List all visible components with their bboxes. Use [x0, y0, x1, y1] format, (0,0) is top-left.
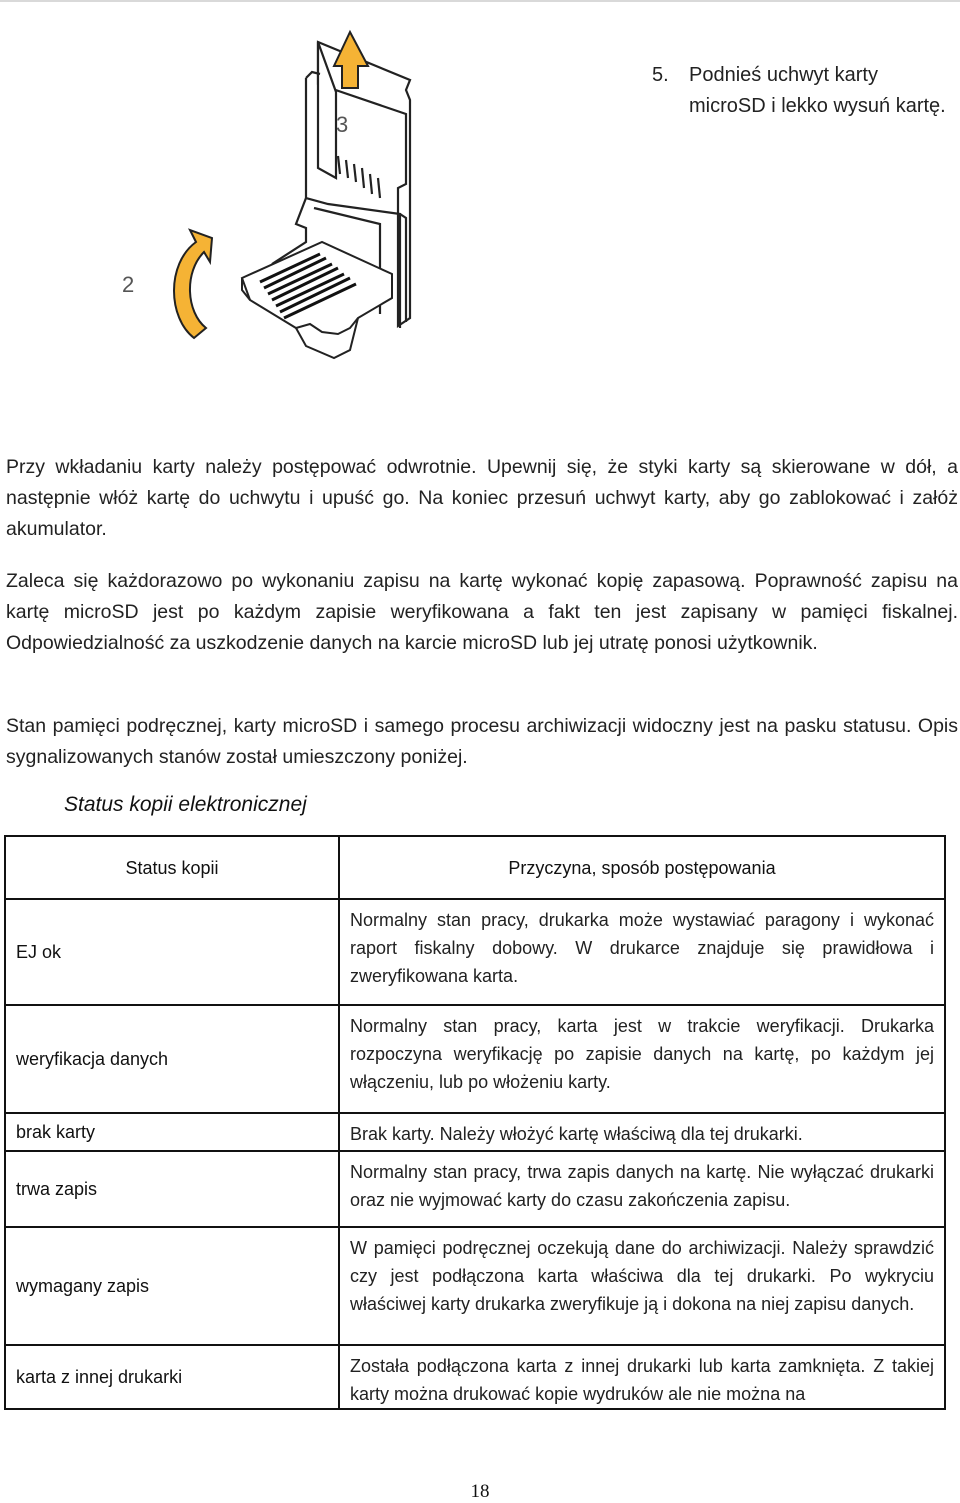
- status-cell: EJ ok: [5, 899, 339, 1005]
- table-row: [5, 1113, 945, 1151]
- table-row: [5, 1151, 945, 1227]
- microsd-holder-illustration: [110, 28, 430, 368]
- status-cell: karta z innej drukarki: [5, 1345, 339, 1409]
- description-text: Normalny stan pracy, karta jest w trakcie weryfikacji. Drukarka rozpoczyna weryfikację po zapisie danych na kartę, po każdym jej włączeniu, lub po włożeniu karty.: [350, 1016, 934, 1092]
- step-number: 5.: [652, 64, 669, 86]
- description-cell: [339, 1113, 945, 1151]
- header-status: Status kopii: [5, 836, 339, 899]
- rotate-arrow-icon: [174, 230, 212, 338]
- status-cell: weryfikacja danych: [5, 1005, 339, 1113]
- description-text: Brak karty. Należy włożyć kartę właściwą dla tej drukarki.: [350, 1124, 803, 1144]
- status-cell: trwa zapis: [5, 1151, 339, 1227]
- top-border-line: [0, 0, 960, 2]
- header-description: Przyczyna, sposób postępowania: [339, 836, 945, 899]
- holder-base-connector: [242, 242, 392, 358]
- description-cell: [339, 1345, 945, 1409]
- card-contact-lines: [338, 156, 380, 198]
- table-header-row: [5, 836, 945, 899]
- description-cell: [339, 1005, 945, 1113]
- table-row: [5, 1227, 945, 1345]
- description-cell: [339, 899, 945, 1005]
- description-text: W pamięci podręcznej oczekują dane do archiwizacji. Należy sprawdzić czy jest podłączona karta właściwa dla tej drukarki. Po wykryciu właściwej karty drukarka zweryfikuje ją i dokona na niej zapisu danych.: [350, 1238, 934, 1314]
- table-row: [5, 899, 945, 1005]
- section-heading: Status kopii elektronicznej: [64, 793, 307, 816]
- step-label-3: 3: [336, 112, 349, 137]
- paragraph-backup: Zaleca się każdorazowo po wykonaniu zapisu na kartę wykonać kopię zapasową. Poprawność zapisu na kartę microSD jest po każdym zapisie weryfikowana a fakt ten jest zapisany w pamięci fiskalnej. Odpowiedzialność za uszkodzenie danych na karcie microSD lub jej utratę ponosi użytkownik.: [6, 570, 958, 654]
- table-row: [5, 1005, 945, 1113]
- description-cell: [339, 1227, 945, 1345]
- description-cell: [339, 1151, 945, 1227]
- status-cell: brak karty: [5, 1113, 339, 1151]
- paragraph-insertion: Przy wkładaniu karty należy postępować odwrotnie. Upewnij się, że styki karty są skierowane w dół, a następnie włóż kartę do uchwytu i upuść go. Na koniec przesuń uchwyt karty, aby go zablokować i załóż akumulator.: [6, 456, 958, 540]
- status-cell: wymagany zapis: [5, 1227, 339, 1345]
- status-table: [4, 835, 946, 1410]
- description-text: Normalny stan pracy, drukarka może wystawiać paragony i wykonać raport fiskalny dobowy. W drukarce znajduje się prawidłowa i zweryfikowana karta.: [350, 910, 934, 986]
- description-text: Została podłączona karta z innej drukarki lub karta zamknięta. Z takiej karty można drukować kopie wydruków ale nie można na: [350, 1356, 934, 1404]
- step-text: Podnieś uchwyt karty microSD i lekko wysuń kartę.: [689, 64, 946, 117]
- paragraph-status-bar: Stan pamięci podręcznej, karty microSD i samego procesu archiwizacji widoczny jest na pasku statusu. Opis sygnalizowanych stanów został umieszczony poniżej.: [6, 715, 958, 768]
- step-label-2: 2: [122, 272, 135, 297]
- page-number: 18: [470, 1481, 490, 1502]
- description-text: Normalny stan pracy, trwa zapis danych na kartę. Nie wyłączać drukarki oraz nie wyjmować karty do czasu zakończenia zapisu.: [350, 1162, 934, 1210]
- table-row: [5, 1345, 945, 1409]
